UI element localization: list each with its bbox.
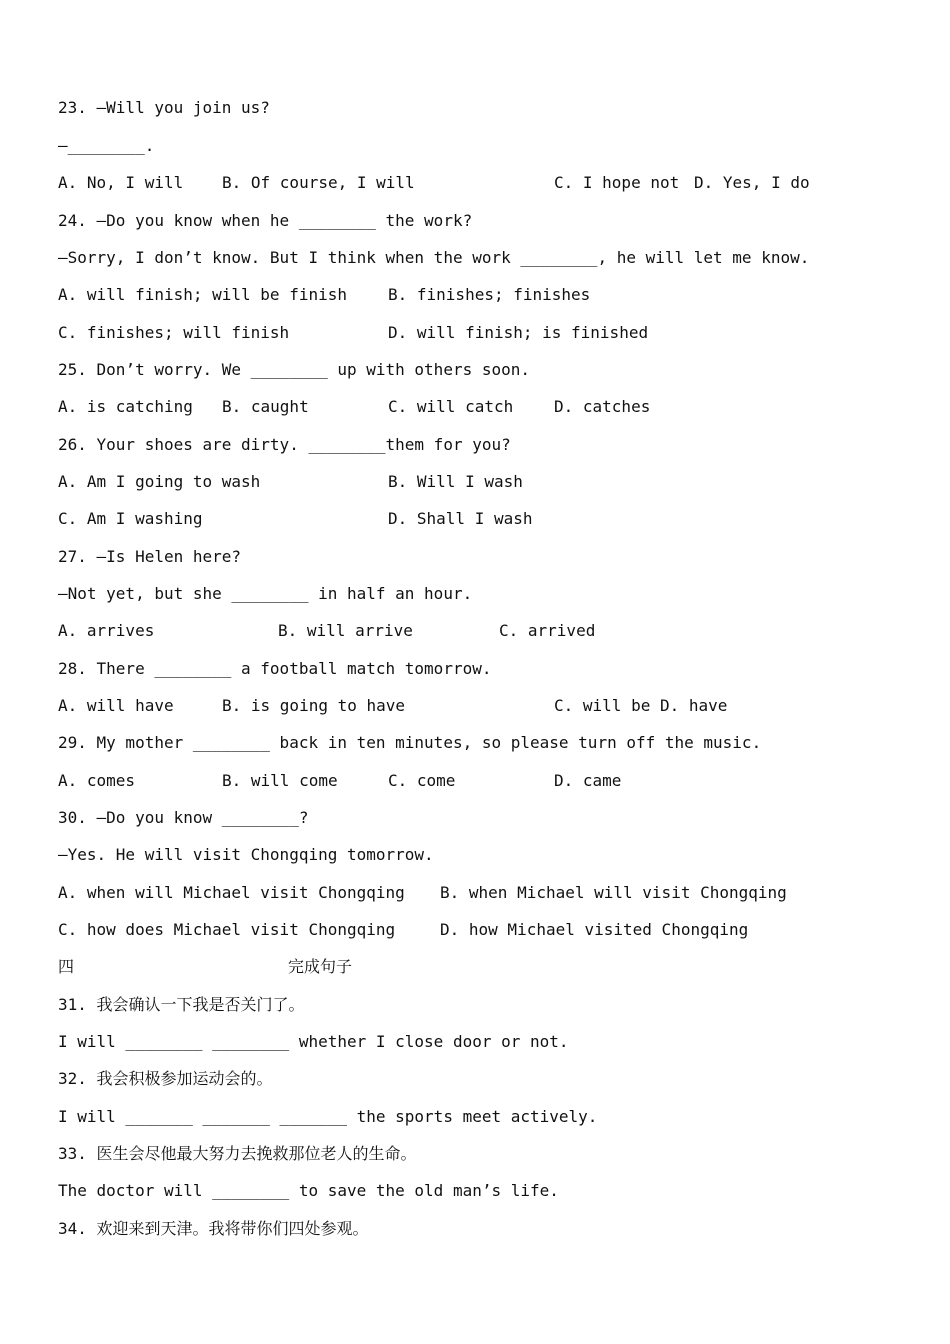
option-d: D. came <box>554 771 622 790</box>
question-24-options-row-1 <box>58 284 938 306</box>
sentence-31-chinese: 31. 我会确认一下我是否关门了。 <box>58 995 305 1014</box>
option-d: D. Shall I wash <box>388 509 533 528</box>
option-d: D. how Michael visited Chongqing <box>440 920 749 939</box>
option-a: A. Am I going to wash <box>58 472 261 491</box>
option-c: C. I hope not <box>554 173 680 192</box>
option-b: B. when Michael will visit Chongqing <box>440 883 787 902</box>
sentence-34-chinese: 34. 欢迎来到天津。我将带你们四处参观。 <box>58 1219 369 1238</box>
option-b: B. will arrive <box>278 621 413 640</box>
question-24-options-row-2 <box>58 322 938 344</box>
section-numeral: 四 <box>58 957 75 976</box>
question-30-stem: 30. —Do you know ________? <box>58 808 309 827</box>
option-d: D. will finish; is finished <box>388 323 649 342</box>
question-23-stem: 23. —Will you join us? <box>58 98 270 117</box>
question-29-stem: 29. My mother ________ back in ten minutes, so please turn off the music. <box>58 733 762 752</box>
question-25-options <box>58 396 938 418</box>
question-30-options-row-2 <box>58 919 938 941</box>
option-b: B. finishes; finishes <box>388 285 591 304</box>
option-a: A. is catching <box>58 397 193 416</box>
question-26-stem: 26. Your shoes are dirty. ________them for you? <box>58 435 511 454</box>
sentence-32-english: I will _______ _______ _______ the sports meet actively. <box>58 1107 598 1126</box>
question-27-response: —Not yet, but she ________ in half an hour. <box>58 584 473 603</box>
option-a: A. arrives <box>58 621 155 640</box>
option-b: B. Will I wash <box>388 472 523 491</box>
question-26-options-row-2 <box>58 508 938 530</box>
option-c: C. will be <box>554 696 651 715</box>
option-a: A. will have <box>58 696 174 715</box>
option-c: C. finishes; will finish <box>58 323 290 342</box>
option-a: A. comes <box>58 771 136 790</box>
option-b: B. will come <box>222 771 338 790</box>
question-27-stem: 27. —Is Helen here? <box>58 547 242 566</box>
option-c: C. arrived <box>499 621 596 640</box>
question-23-options <box>58 172 938 194</box>
question-27-options <box>58 620 938 642</box>
sentence-33-english: The doctor will ________ to save the old man’s life. <box>58 1181 559 1200</box>
question-26-options-row-1 <box>58 471 938 493</box>
question-30-response: —Yes. He will visit Chongqing tomorrow. <box>58 845 434 864</box>
question-24-stem: 24. —Do you know when he ________ the work? <box>58 211 473 230</box>
question-28-options <box>58 695 938 717</box>
option-b: B. Of course, I will <box>222 173 415 192</box>
option-d: D. catches <box>554 397 651 416</box>
option-c: C. come <box>388 771 456 790</box>
question-23-response: —________. <box>58 136 155 155</box>
option-c: C. Am I washing <box>58 509 203 528</box>
option-d: D. have <box>660 696 728 715</box>
question-30-options-row-1 <box>58 882 938 904</box>
question-24-response: —Sorry, I don’t know. But I think when the work ________, he will let me know. <box>58 248 810 267</box>
option-c: C. how does Michael visit Chongqing <box>58 920 396 939</box>
option-d: D. Yes, I do <box>694 173 810 192</box>
sentence-32-chinese: 32. 我会积极参加运动会的。 <box>58 1069 273 1088</box>
option-b: B. caught <box>222 397 309 416</box>
sentence-33-chinese: 33. 医生会尽他最大努力去挽救那位老人的生命。 <box>58 1144 417 1163</box>
section-heading <box>58 956 938 978</box>
option-a: A. will finish; will be finish <box>58 285 347 304</box>
option-a: A. No, I will <box>58 173 184 192</box>
option-b: B. is going to have <box>222 696 406 715</box>
question-25-stem: 25. Don’t worry. We ________ up with others soon. <box>58 360 531 379</box>
option-a: A. when will Michael visit Chongqing <box>58 883 405 902</box>
sentence-31-english: I will ________ ________ whether I close door or not. <box>58 1032 569 1051</box>
section-title: 完成句子 <box>288 957 353 976</box>
question-29-options <box>58 770 938 792</box>
option-c: C. will catch <box>388 397 514 416</box>
question-28-stem: 28. There ________ a football match tomorrow. <box>58 659 492 678</box>
